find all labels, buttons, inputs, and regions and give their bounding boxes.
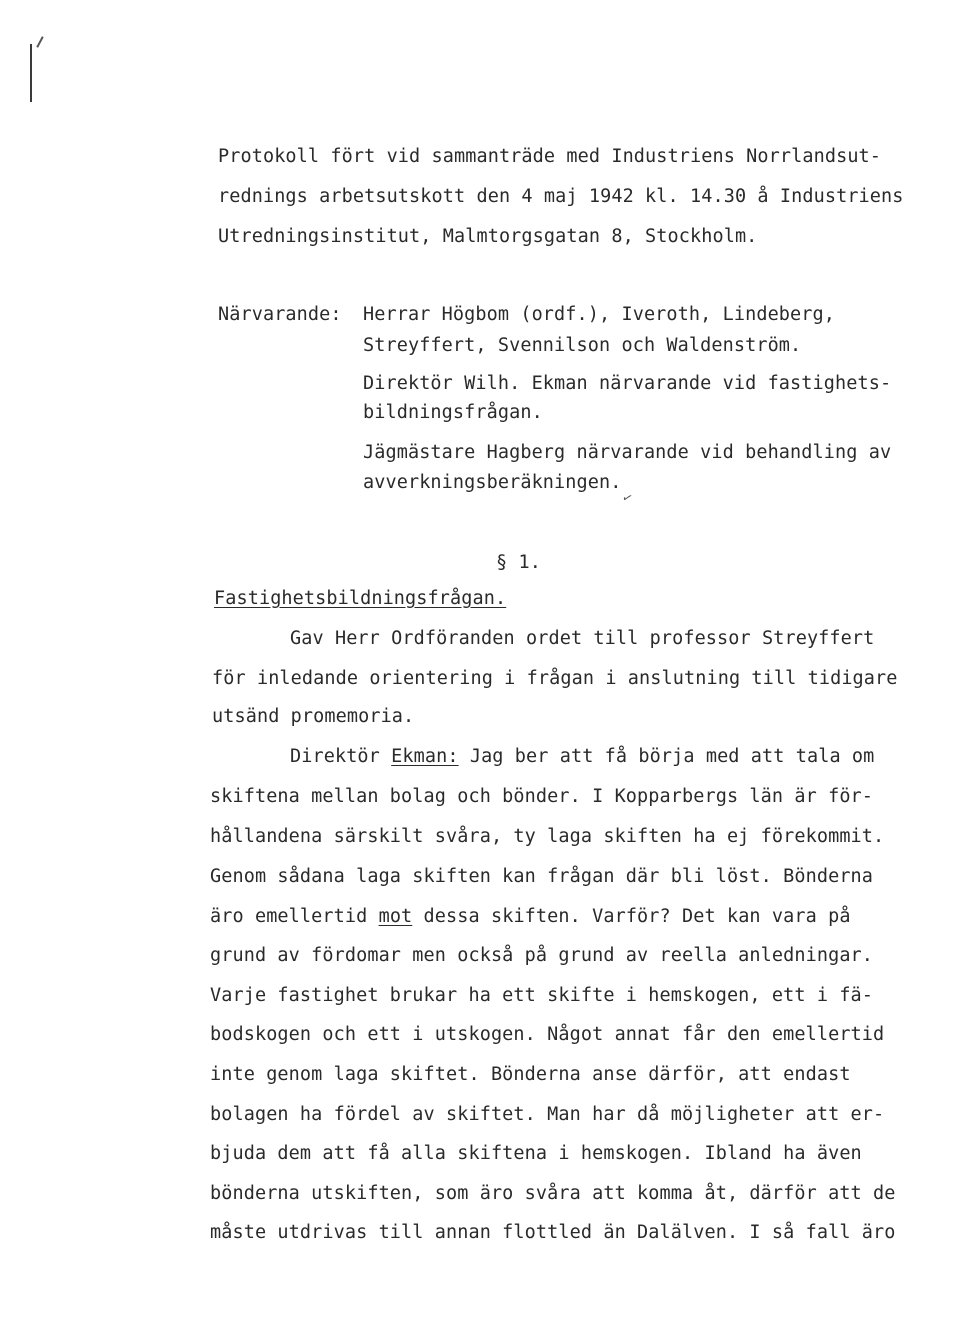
para3-line-7: bönderna utskiften, som äro svåra att komma åt, därför att de [210,1183,896,1204]
para3-line-1: grund av fördomar men också på grund av reella anledningar. [210,945,874,966]
margin-tick [36,36,43,48]
section-number: § 1. [496,552,541,573]
attendance-line-5: Jägmästare Hagberg närvarande vid behandling av [363,442,892,463]
attendance-line-6: avverkningsberäkningen. [363,472,622,493]
para3-line-2: Varje fastighet brukar ha ett skifte i hemskogen, ett i fä- [210,985,874,1006]
para3-line-4: inte genom laga skiftet. Bönderna anse därför, att endast [210,1064,851,1085]
header-line-2: rednings arbetsutskott den 4 maj 1942 kl. 14.30 å Industriens [218,186,904,207]
para1-line-3: utsänd promemoria. [212,706,415,727]
para2-line-1: skiftena mellan bolag och bönder. I Kopparbergs län är för- [210,786,874,807]
para2-line-4 [210,906,851,928]
mot-line-a: äro emellertid [210,906,379,927]
section-title: Fastighetsbildningsfrågan. [214,588,507,609]
attendance-line-4: bildningsfrågan. [363,402,543,423]
para2-line-3: Genom sådana laga skiften kan frågan där bli löst. Bönderna [210,866,874,887]
mot-line-c: dessa skiften. Varför? Det kan vara på [412,906,851,927]
speaker-prefix: Direktör [290,746,392,767]
mot-word: mot [378,906,413,927]
para3-line-5: bolagen ha fördel av skiftet. Man har då möjligheter att er- [210,1104,885,1125]
attendance-line-2: Streyffert, Svennilson och Waldenström. [363,335,802,356]
attendance-label: Närvarande: [218,304,342,325]
attendance-line-3: Direktör Wilh. Ekman närvarande vid fastighets- [363,373,892,394]
para3-line-8: måste utdrivas till annan flottled än Dalälven. I så fall äro [210,1222,896,1243]
header-line-1: Protokoll fört vid sammanträde med Industriens Norrlandsut- [218,146,882,167]
para3-line-3: bodskogen och ett i utskogen. Något annat får den emellertid [210,1024,885,1045]
header-line-3: Utredningsinstitut, Malmtorgsgatan 8, Stockholm. [218,226,758,247]
speaker-name: Ekman: [391,746,459,767]
ink-mark: ✓ [620,489,634,507]
para1-line-1: Gav Herr Ordföranden ordet till professor Streyffert [290,628,875,649]
para2-line-2: hållandena särskilt svåra, ty laga skiften ha ej förekommit. [210,826,885,847]
attendance-line-1: Herrar Högbom (ordf.), Iveroth, Lindeberg, [363,304,835,325]
para3-line-6: bjuda dem att få alla skiftena i hemskogen. Ibland ha även [210,1143,862,1164]
speaker-rest: Jag ber att få börja med att tala om [458,746,875,767]
margin-mark [30,44,32,102]
para1-line-2: för inledande orientering i frågan i anslutning till tidigare [212,668,898,689]
speaker-line [290,746,874,768]
